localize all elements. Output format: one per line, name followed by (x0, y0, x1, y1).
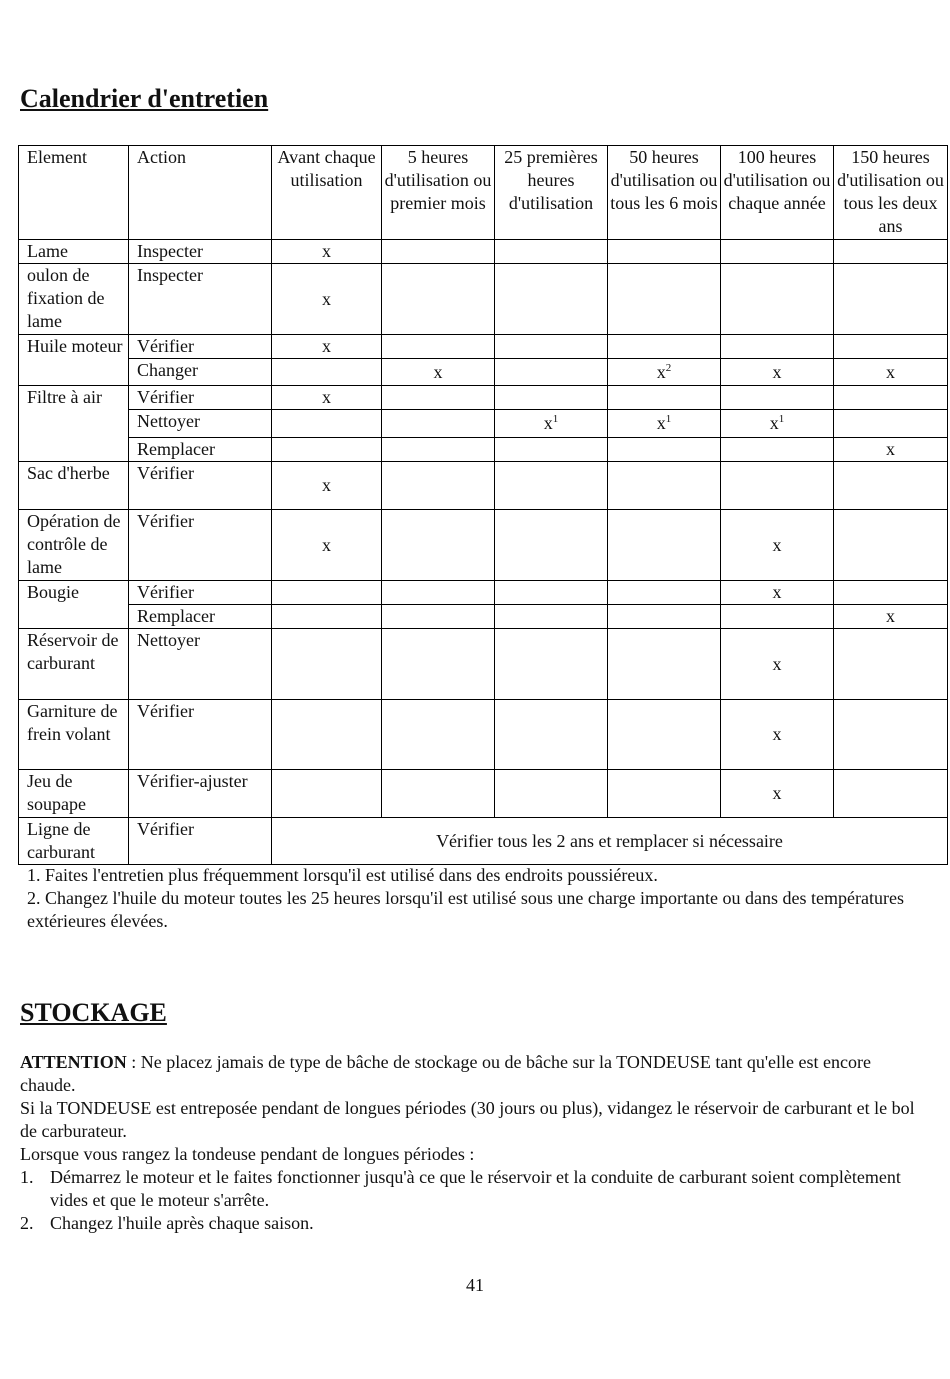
mark-cell: x (721, 581, 834, 605)
footnote-2: 2. Changez l'huile du moteur toutes les 25 heures lorsqu'il est utilisé sous une charge importante ou dans des températures extérieures élevées. (27, 888, 904, 931)
table-row (19, 335, 948, 359)
mark-cell: x (834, 359, 948, 386)
element-cell: Sac d'herbe (19, 462, 129, 510)
action-cell: Vérifier (129, 462, 272, 510)
table-header-row (19, 146, 948, 240)
mark-cell-note2: $x^2$ (608, 359, 721, 386)
element-cell: Ligne de carburant (19, 818, 129, 865)
action-cell: Vérifier (129, 335, 272, 359)
mark-cell: x (834, 438, 948, 462)
mark-cell-note1: $x^1$ (721, 410, 834, 438)
mark-cell-note1: $x^1$ (495, 410, 608, 438)
header-50h: 50 heures d'utilisation ou tous les 6 mois (608, 146, 721, 240)
mark-cell: x (272, 240, 382, 264)
element-cell: Réservoir de carburant (19, 629, 129, 700)
table-row (19, 629, 948, 700)
table-row (19, 359, 948, 386)
table-row (19, 264, 948, 335)
storage-list (20, 1166, 930, 1235)
element-cell: Opération de contrôle de lame (19, 510, 129, 581)
action-cell: Inspecter (129, 240, 272, 264)
header-5h: 5 heures d'utilisation ou premier mois (382, 146, 495, 240)
action-cell: Remplacer (129, 605, 272, 629)
mark-cell: x (721, 510, 834, 581)
header-before-use: Avant chaque utilisation (272, 146, 382, 240)
table-row (19, 462, 948, 510)
header-action: Action (129, 146, 272, 240)
table-row (19, 386, 948, 410)
table-row (19, 438, 948, 462)
action-cell: Vérifier (129, 386, 272, 410)
action-cell: Nettoyer (129, 410, 272, 438)
action-cell: Vérifier (129, 700, 272, 770)
attention-label: ATTENTION (20, 1052, 127, 1072)
attention-text: : Ne placez jamais de type de bâche de stockage ou de bâche sur la TONDEUSE tant qu'elle est encore chaude. (20, 1052, 871, 1095)
section-title-storage: STOCKAGE (20, 998, 167, 1027)
storage-section (20, 1051, 930, 1235)
action-cell: Vérifier (129, 581, 272, 605)
table-row (19, 818, 948, 865)
action-cell: Vérifier-ajuster (129, 770, 272, 818)
mark-cell: x (272, 510, 382, 581)
element-cell: Huile moteur (19, 335, 129, 386)
element-cell: Garniture de frein volant (19, 700, 129, 770)
list-item: 1. Démarrez le moteur et le faites fonctionner jusqu'à ce que le réservoir et la conduite de carburant soient complètement vides et que le moteur s'arrête. (20, 1167, 901, 1210)
mark-cell: x (721, 700, 834, 770)
section-title-calendar: Calendrier d'entretien (20, 84, 269, 113)
storage-paragraph-2: Lorsque vous rangez la tondeuse pendant de longues périodes : (20, 1144, 475, 1164)
element-cell: Lame (19, 240, 129, 264)
header-100h: 100 heures d'utilisation ou chaque année (721, 146, 834, 240)
table-row (19, 770, 948, 818)
maintenance-table (18, 145, 948, 865)
header-element: Element (19, 146, 129, 240)
action-cell: Inspecter (129, 264, 272, 335)
mark-cell: x (382, 359, 495, 386)
mark-cell: x (272, 462, 382, 510)
element-cell: Bougie (19, 581, 129, 629)
mark-cell: x (272, 335, 382, 359)
table-row (19, 581, 948, 605)
table-row (19, 510, 948, 581)
mark-cell: x (272, 264, 382, 335)
table-footnotes (27, 864, 927, 933)
mark-cell: x (721, 359, 834, 386)
page-number: 41 (466, 1275, 484, 1295)
table-row (19, 605, 948, 629)
footnote-1: 1. Faites l'entretien plus fréquemment lorsqu'il est utilisé dans des endroits poussiéreux. (27, 865, 658, 885)
attention-paragraph (20, 1051, 930, 1097)
action-cell: Nettoyer (129, 629, 272, 700)
element-cell: oulon de fixation de lame (19, 264, 129, 335)
storage-paragraph-1: Si la TONDEUSE est entreposée pendant de longues périodes (30 jours ou plus), vidangez le réservoir de carburant et le bol de carburateur. (20, 1098, 915, 1141)
table-row (19, 700, 948, 770)
action-cell: Changer (129, 359, 272, 386)
mark-cell: x (721, 770, 834, 818)
header-25h: 25 premières heures d'utilisation (495, 146, 608, 240)
mark-cell: x (834, 605, 948, 629)
element-cell: Filtre à air (19, 386, 129, 462)
table-row (19, 410, 948, 438)
mark-cell: x (272, 386, 382, 410)
element-cell: Jeu de soupape (19, 770, 129, 818)
list-item: 2. Changez l'huile après chaque saison. (20, 1213, 314, 1233)
ligne-carburant-note: Vérifier tous les 2 ans et remplacer si nécessaire (272, 818, 948, 865)
table-row (19, 240, 948, 264)
mark-cell-note1: $x^1$ (608, 410, 721, 438)
action-cell: Vérifier (129, 818, 272, 865)
header-150h: 150 heures d'utilisation ou tous les deux ans (834, 146, 948, 240)
action-cell: Remplacer (129, 438, 272, 462)
mark-cell: x (721, 629, 834, 700)
action-cell: Vérifier (129, 510, 272, 581)
